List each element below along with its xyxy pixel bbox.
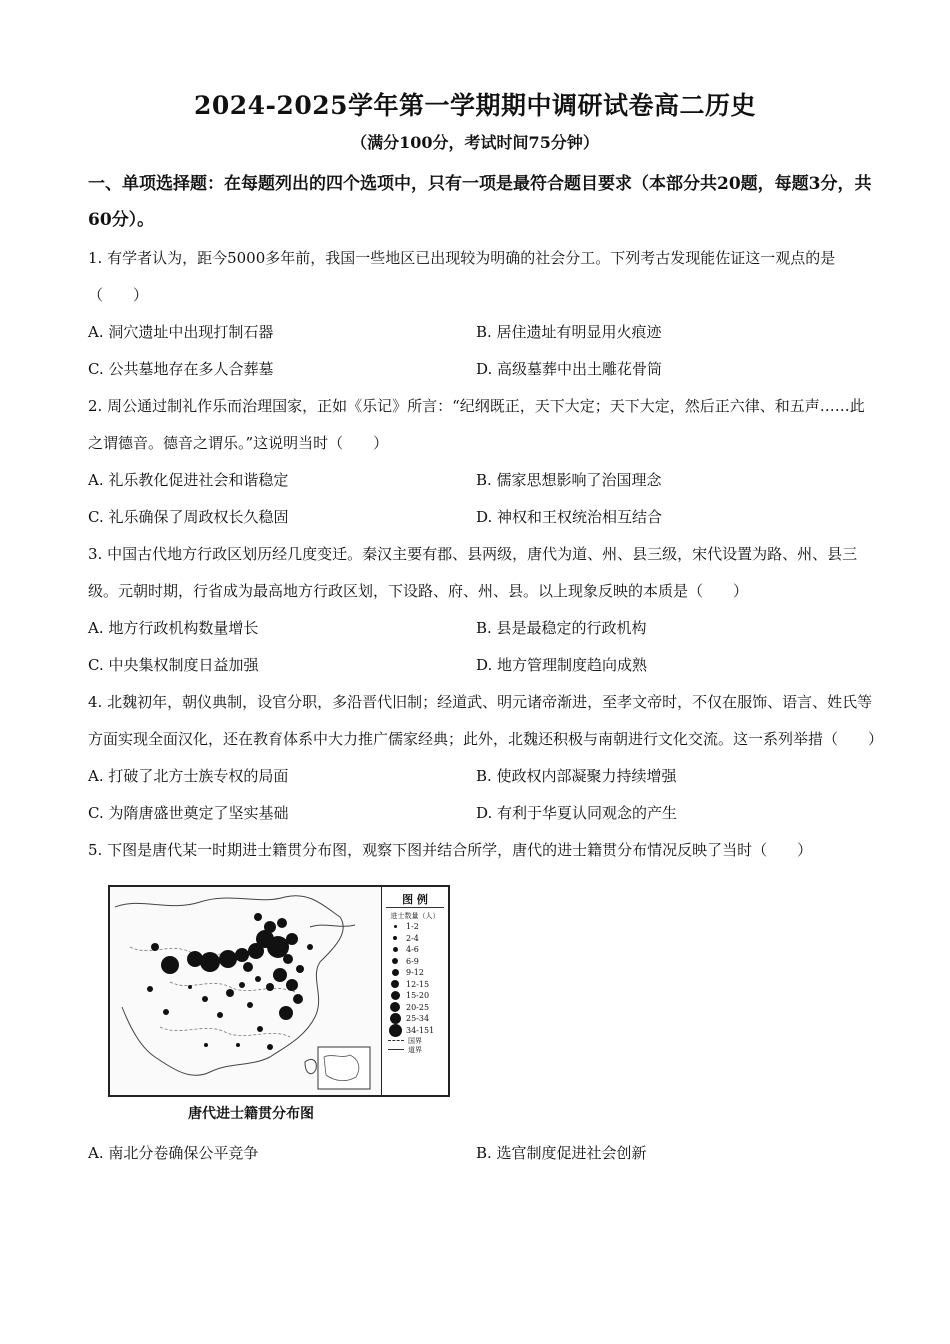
options-4: [88, 758, 878, 832]
legend-title: 图 例: [386, 891, 444, 908]
option-5a[interactable]: A. 南北分卷确保公平竞争: [88, 1144, 259, 1162]
section-heading: 一、单项选择题：在每题列出的四个选项中，只有一项是最符合题目要求（本部分共20题，每题3分，共60分）。: [88, 174, 872, 230]
option-1b[interactable]: B. 居住遗址有明显用火痕迹: [476, 323, 662, 341]
legend-item: [382, 967, 448, 979]
question-4: 4. 北魏初年，朝仪典制，设官分职，多沿晋代旧制；经道武、明元诸帝渐进，至孝文帝时，不仅在服饰、语言、姓氏等方面实现全面汉化，还在教育体系中大力推广儒家经典；此外，北魏还积极与南朝进行文化交流。这一系列举措（ ）: [88, 693, 884, 748]
legend-label: 2-4: [406, 933, 419, 943]
legend-item: [382, 956, 448, 968]
option-4d[interactable]: D. 有利于华夏认同观念的产生: [476, 804, 678, 822]
legend-item: [382, 990, 448, 1002]
exam-info: （满分100分，考试时间75分钟）: [351, 133, 599, 152]
option-4b[interactable]: B. 使政权内部凝聚力持续增强: [476, 767, 677, 785]
legend-header: 进士数量（人）: [390, 912, 440, 920]
option-3a[interactable]: A. 地方行政机构数量增长: [88, 619, 259, 637]
legend-label: 20-25: [406, 1002, 430, 1012]
question-5: 5. 下图是唐代某一时期进士籍贯分布图，观察下图并结合所学，唐代的进士籍贯分布情况反映了当时（ ）: [88, 841, 813, 859]
legend-label: 9-12: [406, 968, 424, 978]
option-2a[interactable]: A. 礼乐教化促进社会和谐稳定: [88, 471, 289, 489]
legend-item: [382, 944, 448, 956]
options-1: [88, 314, 878, 388]
option-3c[interactable]: C. 中央集权制度日益加强: [88, 656, 259, 674]
option-2c[interactable]: C. 礼乐确保了周政权长久稳固: [88, 508, 289, 526]
legend-dot-icon: [392, 969, 399, 976]
legend-item: [382, 921, 448, 933]
legend-dot-icon: [393, 947, 398, 952]
legend-dot-icon: [390, 1013, 401, 1024]
option-1c[interactable]: C. 公共墓地存在多人合葬墓: [88, 360, 274, 378]
legend-dot-icon: [393, 936, 397, 940]
legend-label: 12-15: [406, 979, 430, 989]
legend-dot-icon: [394, 925, 397, 928]
option-4c[interactable]: C. 为隋唐盛世奠定了坚实基础: [88, 804, 289, 822]
options-2: [88, 462, 878, 536]
option-1a[interactable]: A. 洞穴遗址中出现打制石器: [88, 323, 274, 341]
legend-dot-icon: [390, 1002, 400, 1012]
option-2b[interactable]: B. 儒家思想影响了治国理念: [476, 471, 662, 489]
options-3: [88, 610, 878, 684]
legend-label: 4-6: [406, 945, 419, 955]
question-3: 3. 中国古代地方行政区划历经几度变迁。秦汉主要有郡、县两级，唐代为道、州、县三级，宋代设置为路、州、县三级。元朝时期，行省成为最高地方行政区划，下设路、府、州、县。以上现象反映的本质是（ ）: [88, 545, 858, 600]
map-image: [108, 885, 450, 1097]
legend-label: 1-2: [406, 922, 419, 932]
question-1: 1. 有学者认为，距今5000多年前，我国一些地区已出现较为明确的社会分工。下列考古发现能佐证这一观点的是（ ）: [88, 249, 836, 304]
option-5b[interactable]: B. 选官制度促进社会创新: [476, 1144, 647, 1162]
legend-item: [382, 979, 448, 991]
legend-dot-icon: [391, 991, 400, 1000]
option-3d[interactable]: D. 地方管理制度趋向成熟: [476, 656, 648, 674]
legend-rows: [382, 921, 448, 1036]
legend-item: [382, 1002, 448, 1014]
legend-dot-icon: [391, 980, 399, 988]
page-title: 2024-2025学年第一学期期中调研试卷高二历史: [193, 91, 757, 120]
legend-label: 15-20: [406, 991, 430, 1001]
tang-jinshi-map-figure: [108, 885, 448, 1125]
map-legend: [381, 887, 448, 1095]
legend-dot-icon: [392, 958, 398, 964]
legend-line-circuit: 道界: [382, 1045, 448, 1054]
option-3b[interactable]: B. 县是最稳定的行政机构: [476, 619, 647, 637]
legend-label: 34-151: [406, 1025, 435, 1035]
questions: [88, 240, 884, 1172]
option-1d[interactable]: D. 高级墓葬中出土雕花骨筒: [476, 360, 663, 378]
legend-item: [382, 1025, 448, 1037]
legend-item: [382, 933, 448, 945]
option-2d[interactable]: D. 神权和王权统治相互结合: [476, 508, 663, 526]
legend-label: 6-9: [406, 956, 419, 966]
question-2: 2. 周公通过制礼作乐而治理国家，正如《乐记》所言：“纪纲既正，天下大定；天下大定，然后正六律、和五声……此之谓德音。德音之谓乐。”这说明当时（ ）: [88, 397, 865, 452]
options-5: [88, 1135, 878, 1172]
legend-dot-icon: [389, 1024, 402, 1037]
legend-line-border: 国界: [382, 1036, 448, 1045]
option-4a[interactable]: A. 打破了北方士族专权的局面: [88, 767, 289, 785]
legend-label: 25-34: [406, 1014, 430, 1024]
figure-caption: 唐代进士籍贯分布图: [188, 1106, 314, 1122]
